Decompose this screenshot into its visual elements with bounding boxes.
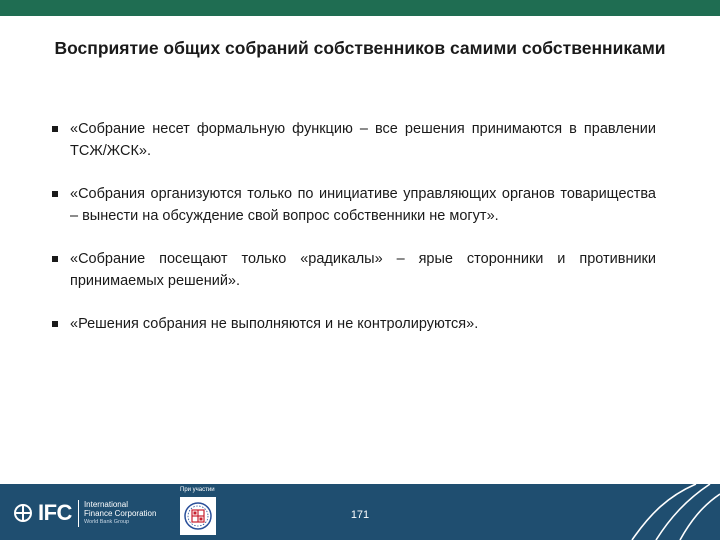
swoosh-icon (610, 484, 720, 540)
globe-icon (14, 504, 32, 522)
ifc-logo-subline: World Bank Group (83, 518, 130, 525)
bullet-item (50, 313, 656, 335)
bullet-list (50, 118, 656, 356)
ifc-logo-line2: Finance Corporation (83, 508, 157, 518)
square-bullet-icon (52, 126, 58, 132)
footer-bar (0, 484, 720, 540)
ifc-logo-letters: IFC (38, 500, 72, 525)
support-label: При участии (180, 487, 215, 493)
top-accent-bar (0, 0, 720, 16)
square-bullet-icon (52, 191, 58, 197)
bullet-item (50, 248, 656, 292)
bullet-item (50, 183, 656, 227)
bullet-text: «Собрание посещают только «радикалы» – ярые сторонники и противники принимаемых решений». (70, 251, 656, 289)
emblem-icon (183, 500, 213, 532)
bullet-text: «Решения собрания не выполняются и не контролируются». (70, 316, 479, 332)
square-bullet-icon (52, 321, 58, 327)
slide-title: Восприятие общих собраний собственников самими собственниками (54, 38, 666, 58)
bullet-item (50, 118, 656, 162)
page-number: 171 (350, 509, 370, 521)
bullet-text: «Собрание несет формальную функцию – все решения принимаются в правлении ТСЖ/ЖСК». (70, 121, 656, 159)
bullet-text: «Собрания организуются только по инициативе управляющих органов товарищества – вынести на обсуждение свой вопрос собственники не могут». (70, 186, 656, 224)
partner-emblem (180, 497, 216, 535)
ifc-logo-line1: International (83, 499, 128, 509)
ifc-logo (14, 500, 156, 526)
ifc-logo-name (78, 500, 156, 527)
square-bullet-icon (52, 256, 58, 262)
